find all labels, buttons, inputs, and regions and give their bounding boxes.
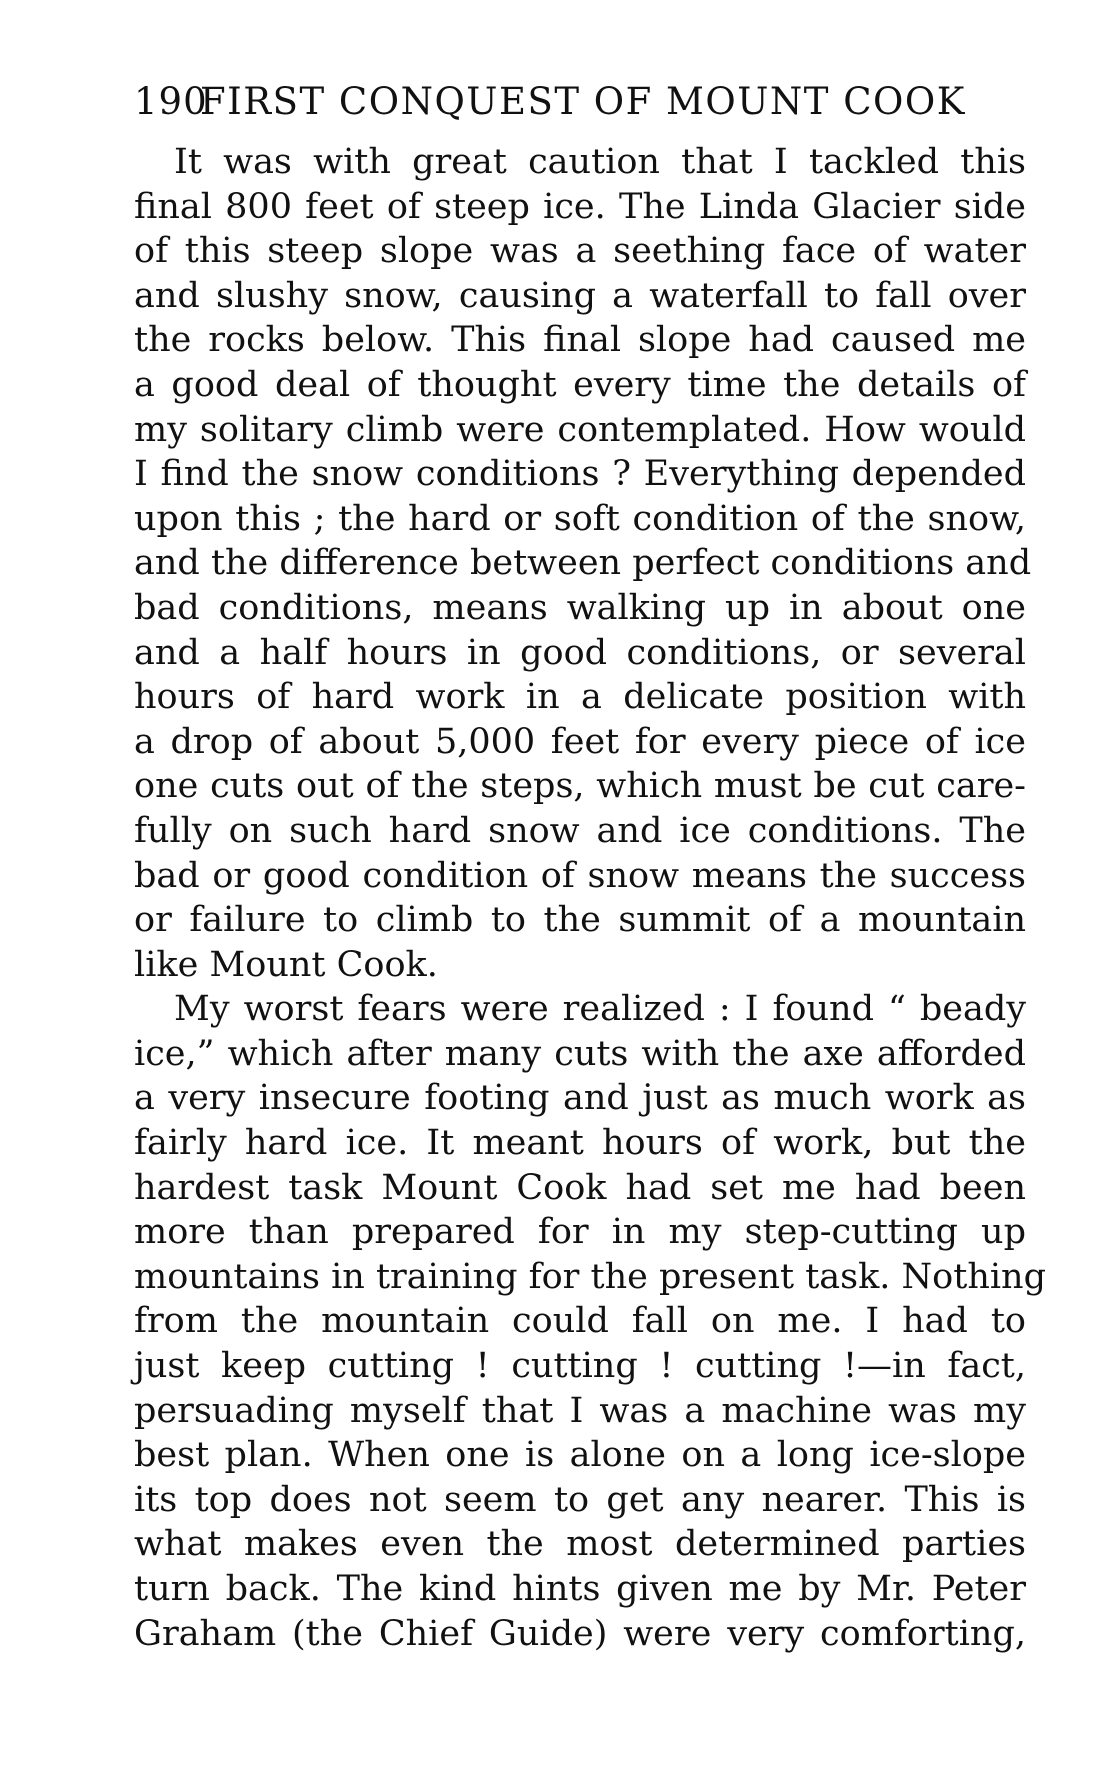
text-line: ice,” which after many cuts with the axe afforded — [134, 1033, 1026, 1074]
running-title: FIRST CONQUEST OF MOUNT COOK — [200, 80, 966, 123]
text-line: its top does not seem to get any nearer. This is — [134, 1479, 1026, 1520]
text-line: hours of hard work in a delicate position with — [134, 677, 1026, 718]
text-line: fairly hard ice. It meant hours of work, but the — [134, 1123, 1026, 1164]
running-head — [134, 76, 994, 128]
text-line: and slushy snow, causing a waterfall to fall over — [134, 275, 1026, 316]
text-line: a very insecure footing and just as much work as — [134, 1078, 1026, 1119]
text-line: It was with great caution that I tackled this — [174, 142, 1026, 182]
text-line: just keep cutting ! cutting ! cutting !—in fact, — [134, 1346, 1026, 1387]
text-line: what makes even the most determined parties — [134, 1524, 1026, 1565]
text-line: Graham (the Chief Guide) were very comforting, — [134, 1613, 1026, 1654]
text-line: I find the snow conditions ? Everything depended — [134, 454, 1026, 495]
text-line: mountains in training for the present task. Nothing — [134, 1256, 1046, 1297]
text-line: and a half hours in good conditions, or several — [134, 632, 1026, 673]
text-line: fully on such hard snow and ice conditions. The — [134, 810, 1026, 851]
text-line: from the mountain could fall on me. I had to — [134, 1301, 1026, 1342]
text-line: turn back. The kind hints given me by Mr. Peter — [134, 1569, 1026, 1609]
text-line: of this steep slope was a seething face of water — [134, 231, 1026, 272]
text-line: the rocks below. This final slope had caused me — [134, 320, 1026, 361]
text-line: or failure to climb to the summit of a mountain — [134, 900, 1026, 941]
text-line: my solitary climb were contemplated. How would — [134, 409, 1026, 450]
text-line: one cuts out of the steps, which must be cut care- — [134, 766, 1026, 807]
text-line: more than prepared for in my step-cutting up — [134, 1212, 1026, 1253]
text-line: persuading myself that I was a machine was my — [134, 1390, 1026, 1431]
text-line: hardest task Mount Cook had set me had been — [134, 1167, 1026, 1208]
page-number: 190 — [134, 80, 208, 123]
text-line: like Mount Cook. — [134, 944, 438, 985]
text-line: bad or good condition of snow means the success — [134, 855, 1026, 896]
body-text — [134, 140, 1046, 1656]
text-line: best plan. When one is alone on a long ice-slope — [134, 1435, 1026, 1476]
text-line: bad conditions, means walking up in about one — [134, 587, 1026, 628]
text-line: a good deal of thought every time the details of — [134, 364, 1026, 405]
text-line: final 800 feet of steep ice. The Linda Glacier side — [134, 186, 1026, 227]
text-line: My worst fears were realized : I found “ beady — [174, 989, 1026, 1030]
text-line: upon this ; the hard or soft condition of the snow, — [134, 498, 1026, 539]
text-line: a drop of about 5,000 feet for every piece of ice — [134, 721, 1026, 762]
text-line: and the difference between perfect conditions and — [134, 543, 1032, 584]
